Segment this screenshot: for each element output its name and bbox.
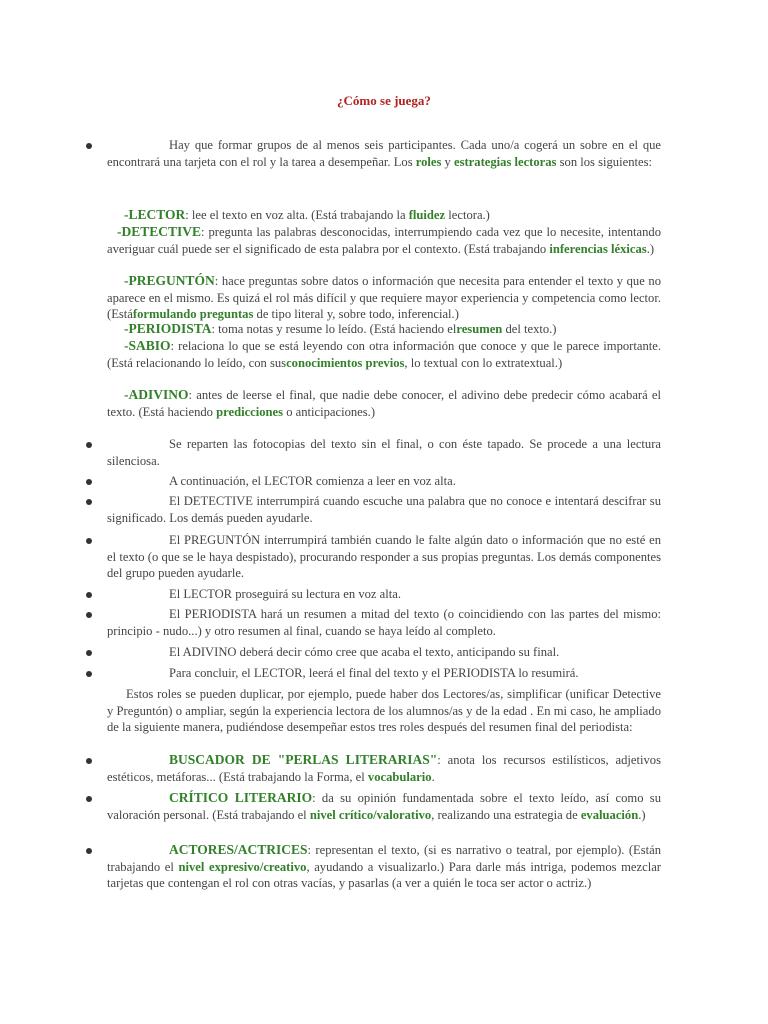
role-periodista: -PERIODISTA: toma notas y resume lo leído. (Está haciendo elresumen del texto.) <box>124 321 557 336</box>
bullet-icon <box>86 592 92 598</box>
bullet-icon <box>86 671 92 677</box>
bullet-icon <box>86 499 92 505</box>
intro-paragraph: Hay que formar grupos de al menos seis participantes. Cada uno/a cogerá un sobre en el que encontrará una tarjeta con el rol y la tarea a desempeñar. Los roles y estrategias lectoras son los siguientes: <box>107 138 661 169</box>
bullet-icon <box>86 538 92 544</box>
list-item: El PERIODISTA hará un resumen a mitad del texto (o coincidiendo con las partes del mismo: principio - nudo...) y otro resumen al final, cuando se haya leído al completo. <box>107 607 661 638</box>
bullet-icon <box>86 758 92 764</box>
bullet-icon <box>86 796 92 802</box>
bullet-icon <box>86 479 92 485</box>
bullet-icon <box>86 143 92 149</box>
bullet-icon <box>86 650 92 656</box>
extra-intro-paragraph: Estos roles se pueden duplicar, por ejemplo, puede haber dos Lectores/as, simplificar (unificar Detective y Preguntón) o ampliar, según la experiencia lectora de los alumnos/as y de la edad . En mi caso, he ampliado de la siguiente manera, pudiéndose desempeñar estos tres roles después del resumen final del periodista: <box>107 687 661 734</box>
role-detective: -DETECTIVE: pregunta las palabras desconocidas, interrumpiendo cada vez que lo necesite, intentando averiguar cuál puede ser el significado de esta palabra por el contexto. (Está trabajando inferencias léxicas.) <box>107 224 661 256</box>
page-title: ¿Cómo se juega? <box>337 93 431 108</box>
list-item: El ADIVINO deberá decir cómo cree que acaba el texto, anticipando su final. <box>169 645 560 659</box>
list-item: Para concluir, el LECTOR, leerá el final del texto y el PERIODISTA lo resumirá. <box>169 666 579 680</box>
role-pregunton: -PREGUNTÓN: hace preguntas sobre datos o información que necesita para entender el texto y que no aparece en el mismo. Es quizá el rol más difícil y que requiere mayor experiencia y competencia como lector. (Estáformulando preguntas de tipo literal y, sobre todo, inferencial.) <box>107 273 661 321</box>
list-item: El PREGUNTÓN interrumpirá también cuando le falte algún dato o información que no esté en el texto (o que se le haya despistado), procurando responder a sus propias preguntas. Los demás componentes del grupo pueden ayudarle. <box>107 533 661 580</box>
role-lector: -LECTOR: lee el texto en voz alta. (Está trabajando la fluidez lectora.) <box>124 207 490 222</box>
list-item: A continuación, el LECTOR comienza a leer en voz alta. <box>169 474 456 488</box>
extra-role-actores: ACTORES/ACTRICES: representan el texto, (si es narrativo o teatral, por ejemplo). (Están trabajando el nivel expresivo/creativo, ayudando a visualizarlo.) Para darle más intriga, podemos mezclar tarjetas que contengan el rol con otras vacías, y pasarlas (a ver a quién le toca ser actor o actriz.) <box>107 842 661 890</box>
role-adivino: -ADIVINO: antes de leerse el final, que nadie debe conocer, el adivino debe predecir cómo acabará el texto. (Está haciendo predicciones o anticipaciones.) <box>107 387 661 419</box>
list-item: El DETECTIVE interrumpirá cuando escuche una palabra que no conoce e intentará descifrar su significado. Los demás pueden ayudarle. <box>107 494 661 525</box>
extra-role-critico: CRÍTICO LITERARIO: da su opinión fundamentada sobre el texto leído, así como su valoración personal. (Está trabajando el nivel crítico/valorativo, realizando una estrategia de evaluación.) <box>107 790 662 822</box>
extra-role-buscador: BUSCADOR DE "PERLAS LITERARIAS": anota los recursos estilísticos, adjetivos estéticos, metáforas... (Está trabajando la Forma, el vocabulario. <box>107 752 661 784</box>
list-item: El LECTOR proseguirá su lectura en voz alta. <box>169 587 401 601</box>
bullet-icon <box>86 442 92 448</box>
list-item: Se reparten las fotocopias del texto sin el final, o con éste tapado. Se procede a una lectura silenciosa. <box>107 437 661 468</box>
role-sabio: -SABIO: relaciona lo que se está leyendo con otra información que conoce y que le parece importante. (Está relacionando lo leído, con susconocimientos previos, lo textual con lo extratextual.) <box>107 338 661 370</box>
bullet-icon <box>86 848 92 854</box>
bullet-icon <box>86 612 92 618</box>
